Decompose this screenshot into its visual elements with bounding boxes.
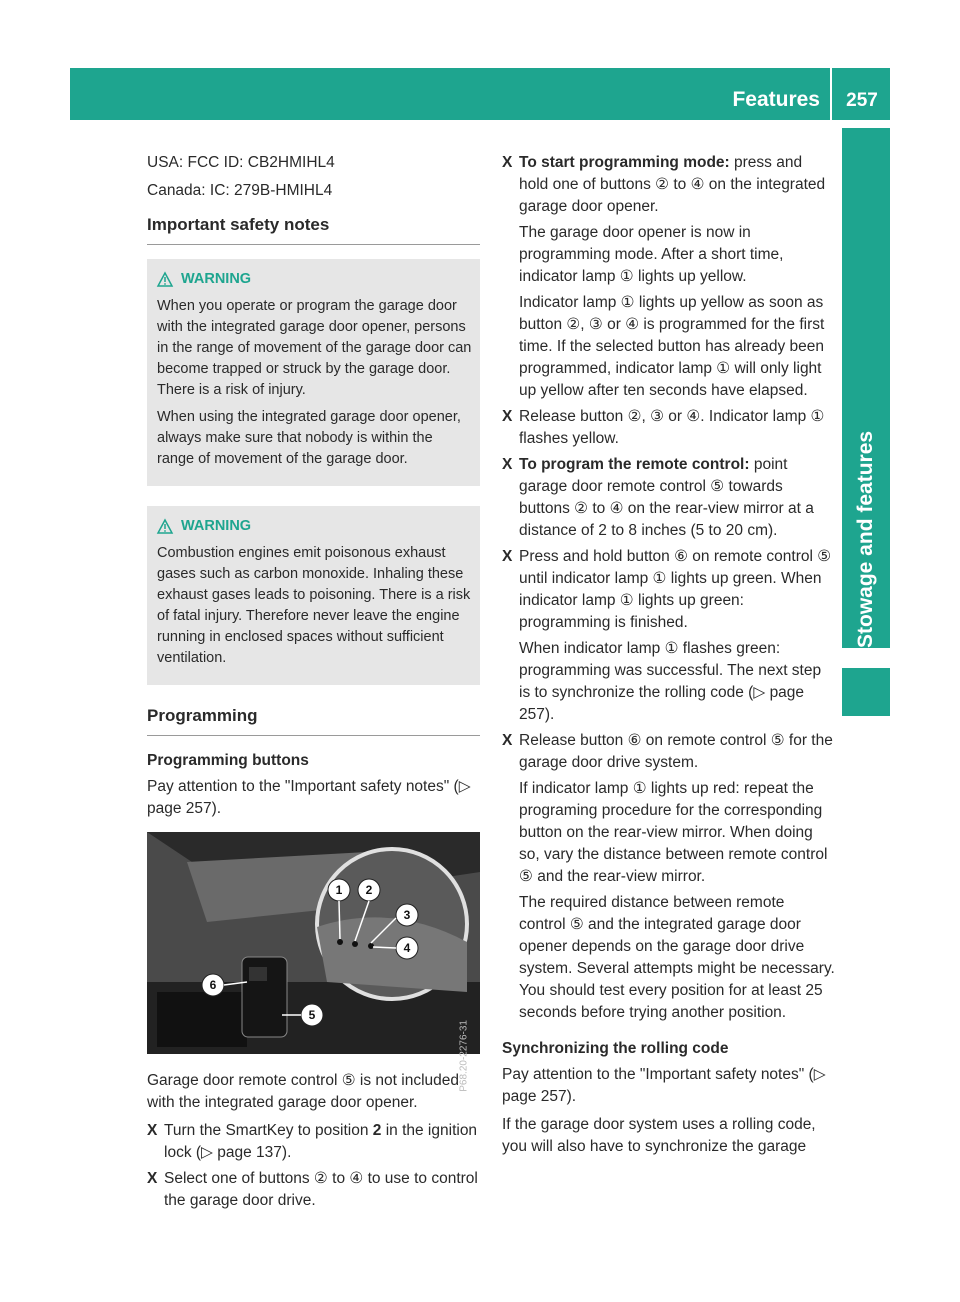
step-release-remote: X Release button ⑥ on remote control ⑤ for the garage door drive system. [502, 732, 833, 771]
sync-heading: Synchronizing the rolling code [502, 1040, 729, 1057]
side-chapter-tab [842, 128, 890, 648]
header-divider [830, 68, 832, 120]
warning-label: WARNING [181, 518, 252, 534]
warning-text: Combustion engines emit poisonous exhaust gases such as carbon monoxide. Inhaling these exhaust gases leads to poisoning. There is a risk of fatal injury. Therefore never leave the engine running in enclosed spaces without sufficient ventilation. [157, 545, 471, 666]
warning-triangle-icon [157, 519, 173, 534]
step-arrow-icon: X [147, 1170, 158, 1187]
mirror-illustration [147, 832, 480, 1054]
left-column [147, 152, 480, 1216]
step-arrow-icon: X [502, 732, 513, 749]
step-press-hold: X Press and hold button ⑥ on remote control ⑤ until indicator lamp ① lights up green. When indicator lamp ① lights up green: programming is finished. [502, 548, 832, 631]
callout-3: 3 [403, 908, 411, 922]
step-arrow-icon: X [147, 1122, 158, 1139]
sync-attention: Pay attention to the "Important safety notes" (▷ page 257). [502, 1066, 826, 1105]
step-select-button: X Select one of buttons ② to ④ to use to control the garage door drive. [147, 1170, 478, 1209]
sync-text: If the garage door system uses a rolling code, you will also have to synchronize the garage [502, 1116, 816, 1155]
photo-code: P68.20-2276-31 [459, 1020, 470, 1092]
step-release-button: X Release button ②, ③ or ④. Indicator lamp ① flashes yellow. [502, 408, 825, 447]
warning-text: When you operate or program the garage door with the integrated garage door opener, persons in the range of movement of the garage door can become trapped or struck by the garage door. There is a risk of injury. [157, 298, 472, 398]
callout-1: 1 [335, 883, 343, 897]
programming-buttons-heading: Programming buttons [147, 752, 309, 769]
page-header [70, 68, 890, 120]
warning-header [157, 269, 472, 290]
step-detail: When indicator lamp ① flashes green: programming was successful. The next step is to synchronize the rolling code (▷ page 257). [519, 640, 822, 723]
callout-4: 4 [403, 941, 411, 955]
remote-note: Garage door remote control ⑤ is not included with the integrated garage door opener. [147, 1072, 460, 1111]
warning-box-exhaust [147, 506, 480, 685]
ic-id: Canada: IC: 279B-HMIHL4 [147, 182, 333, 199]
right-column [502, 152, 835, 1164]
step-detail: The required distance between remote control ⑤ and the integrated garage door opener depends on the garage door drive system. Several attempts might be necessary. You should test every position for at least 25 seconds before trying another position. [519, 894, 835, 1021]
step-start-programming: X To start programming mode: press and hold one of buttons ② to ④ on the integrated garage door opener. [502, 154, 826, 215]
side-marker-block [842, 668, 890, 716]
warning-triangle-icon [157, 272, 173, 287]
attention-note: Pay attention to the "Important safety notes" (▷ page 257). [147, 778, 471, 817]
callout-6: 6 [209, 978, 217, 992]
step-turn-key: X Turn the SmartKey to position 2 in the ignition lock (▷ page 137). [147, 1122, 478, 1161]
page-number: 257 [846, 90, 878, 111]
warning-label: WARNING [181, 271, 252, 287]
step-arrow-icon: X [502, 456, 513, 473]
warning-text: When using the integrated garage door opener, always make sure that nobody is within the range of movement of the garage door. [157, 409, 461, 467]
side-tab-label: Stowage and features [854, 430, 877, 648]
step-arrow-icon: X [502, 408, 513, 425]
callout-5: 5 [308, 1008, 316, 1022]
step-detail: If indicator lamp ① lights up red: repeat the programing procedure for the corresponding button on the rear-view mirror. When doing so, vary the distance between remote control ⑤ and the rear-view mirror. [519, 780, 828, 885]
warning-header [157, 516, 472, 537]
step-detail: The garage door opener is now in programming mode. After a short time, indicator lamp ① lights up yellow. [519, 224, 784, 285]
step-detail: Indicator lamp ① lights up yellow as soon as button ②, ③ or ④ is programmed for the first time. If the selected button has already been programmed, indicator lamp ① will only light up yellow after ten seconds have elapsed. [519, 294, 825, 399]
programming-heading: Programming [147, 705, 480, 736]
fcc-id: USA: FCC ID: CB2HMIHL4 [147, 154, 335, 171]
warning-box-injury [147, 259, 480, 486]
step-program-remote: X To program the remote control: point garage door remote control ⑤ towards buttons ② to ④ on the rear-view mirror at a distance of 2 to 8 inches (5 to 20 cm). [502, 456, 814, 539]
section-title: Features [732, 88, 820, 111]
step-arrow-icon: X [502, 548, 513, 565]
callout-2: 2 [365, 883, 373, 897]
safety-heading: Important safety notes [147, 214, 480, 245]
step-arrow-icon: X [502, 154, 513, 171]
